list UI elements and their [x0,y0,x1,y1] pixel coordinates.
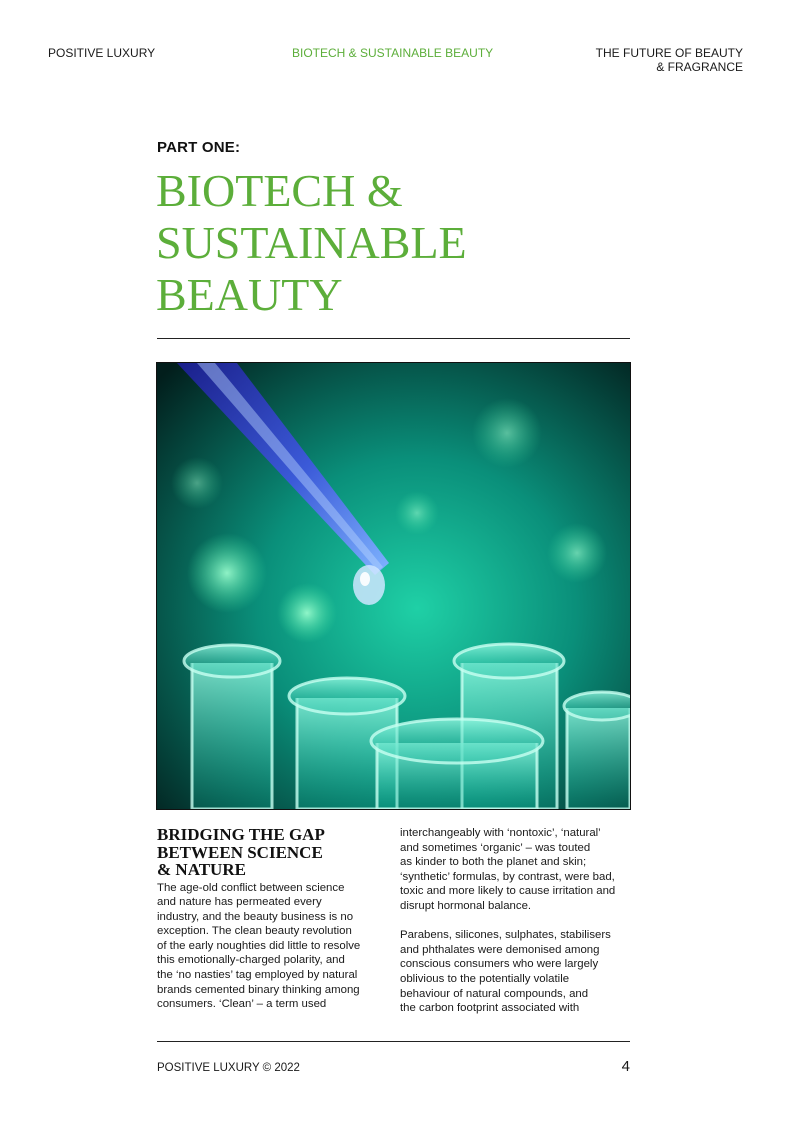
section-title-line-3: BEAUTY [156,269,343,320]
text-line: consumers. ‘Clean’ – a term used [157,998,327,1011]
text-line: toxic and more likely to cause irritation and [400,885,616,898]
text-line: the ‘no nasties’ tag employed by natural [157,969,358,982]
section-title-line-2: SUSTAINABLE [156,217,467,268]
article-paragraph-continued [400,826,632,914]
text-line: The age-old conflict between science [157,881,345,894]
text-line: ‘synthetic’ formulas, by contrast, were bad, [400,870,615,883]
text-line: exception. The clean beauty revolution [157,925,352,938]
publication-title-line-2: & FRAGRANCE [656,60,743,74]
article-column-left [157,826,382,1012]
article-heading [157,826,382,879]
text-line: disrupt hormonal balance. [400,899,532,912]
text-line: brands cemented binary thinking among [157,983,360,996]
footer-divider [157,1041,630,1042]
title-divider [157,338,630,339]
text-line: industry, and the beauty business is no [157,910,354,923]
section-title [156,165,467,321]
article-heading-line: BETWEEN SCIENCE [157,842,323,862]
section-title-line-1: BIOTECH & [156,165,403,216]
text-line: behaviour of natural compounds, and [400,987,589,1000]
text-line: of the early noughties did little to resolve [157,939,361,952]
text-line: oblivious to the potentially volatile [400,972,570,985]
text-line: Parabens, silicones, sulphates, stabilisers [400,929,611,942]
text-line: conscious consumers who were largely [400,958,599,971]
text-line: and nature has permeated every [157,896,322,909]
article-heading-line: BRIDGING THE GAP [157,825,325,844]
article-paragraph-intro [157,881,382,1012]
running-header-publication [596,46,743,74]
part-label: PART ONE: [157,139,241,156]
running-header-section: BIOTECH & SUSTAINABLE BEAUTY [292,46,494,60]
text-line: the carbon footprint associated with [400,1002,580,1015]
text-line: and phthalates were demonised among [400,943,600,956]
article-column-right [400,826,632,1016]
publication-title-line-1: THE FUTURE OF BEAUTY [595,46,743,60]
text-line: as kinder to both the planet and skin; [400,856,587,869]
footer-copyright: POSITIVE LUXURY © 2022 [157,1062,300,1074]
page-number: 4 [621,1058,630,1075]
text-line: and sometimes ‘organic’ – was touted [400,841,591,854]
article-paragraph-parabens [400,928,632,1016]
article-heading-line: & NATURE [157,860,246,879]
running-header-brand: POSITIVE LUXURY [48,46,156,60]
text-line: interchangeably with ‘nontoxic’, ‘natural’ [400,827,601,839]
text-line: this emotionally-charged polarity, and [157,954,345,967]
lab-pipette-test-tubes-photo [156,362,631,810]
